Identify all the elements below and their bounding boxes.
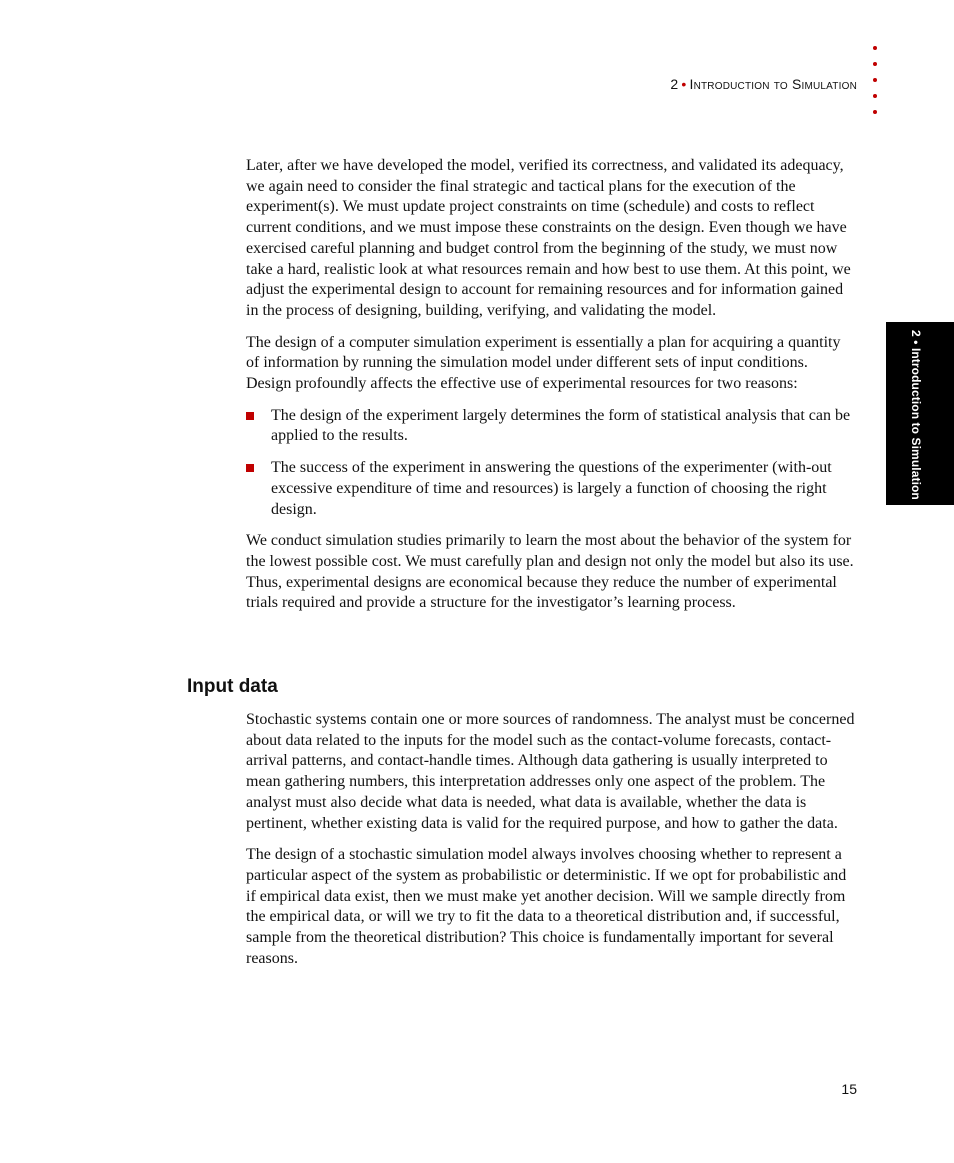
page-number: 15	[841, 1081, 857, 1097]
paragraph: Stochastic systems contain one or more sources of randomness. The analyst must be concerned about data related to the inputs for the model such as the contact-volume forecasts, contact-arrival patterns, and contact-handle times. Although data gathering is usually interpreted to mean gathering numbers, this interpretation addresses only one aspect of the problem. The analyst must also decide what data is needed, what data is available, whether the data is pertinent, whether existing data is valid for the required purpose, and how to gather the data.	[246, 711, 855, 832]
red-dot-icon	[873, 94, 877, 98]
list-item	[246, 458, 857, 520]
header-bullet: •	[681, 76, 687, 92]
section-heading: Input data	[187, 676, 278, 697]
chapter-thumb-tab	[886, 322, 954, 505]
red-dot-icon	[873, 62, 877, 66]
list-item-text: The design of the experiment largely determines the form of statistical analysis that can be applied to the results.	[271, 406, 851, 445]
header-chapter-number: 2	[670, 76, 679, 92]
header-chapter-title: Introduction to Simulation	[689, 76, 857, 92]
red-dot-icon	[873, 78, 877, 82]
list-item-text: The success of the experiment in answering the questions of the experimenter (with-out excessive expenditure of time and resources) is largely a function of choosing the right design.	[271, 459, 832, 518]
bullet-list	[246, 406, 857, 521]
chapter-tab-label: 2 • Introduction to Simulation	[909, 330, 923, 500]
section-body-experiment-design	[246, 156, 857, 625]
section-body-input-data	[246, 710, 857, 980]
running-header	[670, 76, 857, 92]
paragraph: The design of a stochastic simulation model always involves choosing whether to represent a particular aspect of the system as probabilistic or deterministic. If we opt for probabilistic and if empirical data exist, then we must make yet another decision. Will we sample directly from the empirical data, or will we try to fit the data to a theoretical distribution and, if successful, sample from the theoretical distribution? This choice is fundamentally important for several reasons.	[246, 846, 847, 967]
paragraph: We conduct simulation studies primarily to learn the most about the behavior of the system for the lowest possible cost. We must carefully plan and design not only the model but also its use. Thus, experimental designs are economical because they reduce the number of experimental trials required and provide a structure for the investigator’s learning process.	[246, 532, 854, 612]
square-bullet-icon	[246, 412, 254, 420]
red-dot-icon	[873, 46, 877, 50]
decorative-dot-column	[873, 46, 881, 126]
list-item	[246, 406, 857, 447]
red-dot-icon	[873, 110, 877, 114]
square-bullet-icon	[246, 464, 254, 472]
paragraph: Later, after we have developed the model, verified its correctness, and validated its adequacy, we again need to consider the final strategic and tactical plans for the execution of the experiment(s). We must update project constraints on time (schedule) and costs to reflect current conditions, and we must impose these constraints on the design. Even though we have exercised careful planning and budget control from the beginning of the study, we must now take a hard, realistic look at what resources remain and how best to use them. At this point, we adjust the experimental design to account for remaining resources and for information gained in the process of designing, building, verifying, and validating the model.	[246, 157, 851, 319]
paragraph: The design of a computer simulation experiment is essentially a plan for acquiring a quantity of information by running the simulation model under different sets of input conditions. Design profoundly affects the effective use of experimental resources for two reasons:	[246, 333, 841, 393]
